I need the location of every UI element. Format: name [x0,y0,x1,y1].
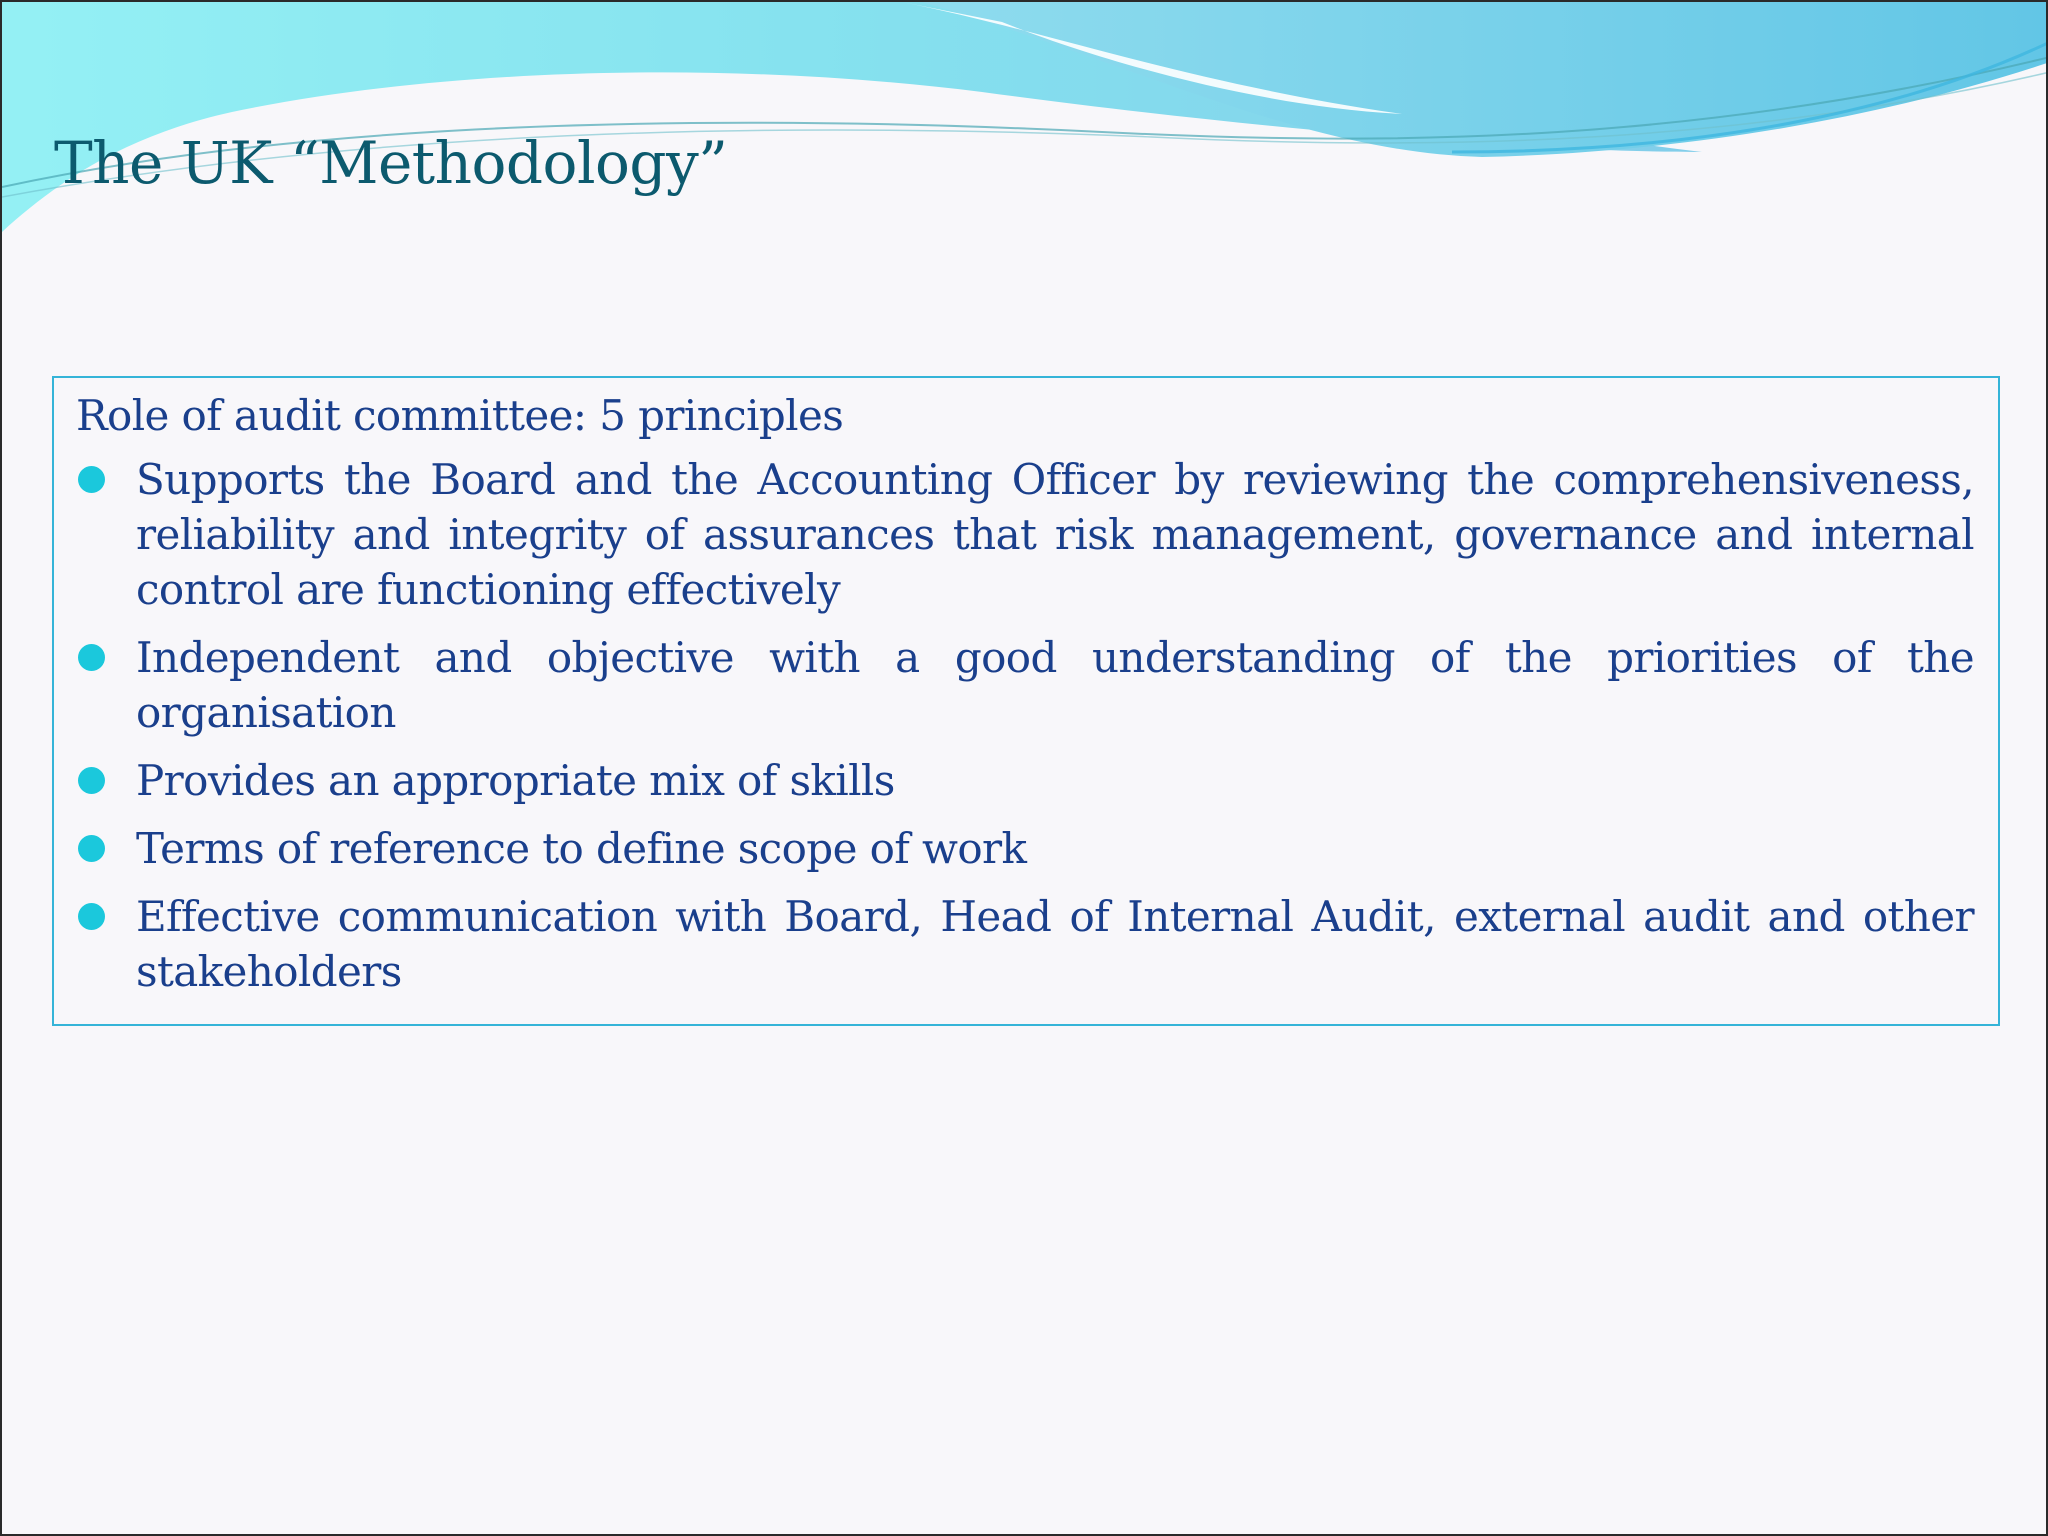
principles-list [76,452,1974,999]
slide-title: The UK “Methodology” [54,129,728,197]
bullet-dot-icon [78,903,105,930]
bullet-dot-icon [78,835,105,862]
header-wave-decoration [2,2,2048,242]
principles-box [52,376,2000,1026]
list-item-text: Independent and objective with a good understanding of the priorities of the organisation [136,633,1974,737]
list-item-text: Terms of reference to define scope of work [136,824,1027,873]
list-item-text: Provides an appropriate mix of skills [136,756,895,805]
list-item [76,889,1974,999]
bullet-dot-icon [78,466,105,493]
principles-intro: Role of audit committee: 5 principles [76,391,844,440]
bullet-dot-icon [78,767,105,794]
list-item [76,452,1974,617]
list-item [76,630,1974,740]
list-item [76,753,1974,808]
list-item [76,821,1974,876]
bullet-dot-icon [78,644,105,671]
list-item-text: Supports the Board and the Accounting Officer by reviewing the comprehensiveness, reliability and integrity of assurances that risk management, governance and internal control are functioning effectively [136,455,1974,614]
list-item-text: Effective communication with Board, Head of Internal Audit, external audit and other stakeholders [136,892,1974,996]
